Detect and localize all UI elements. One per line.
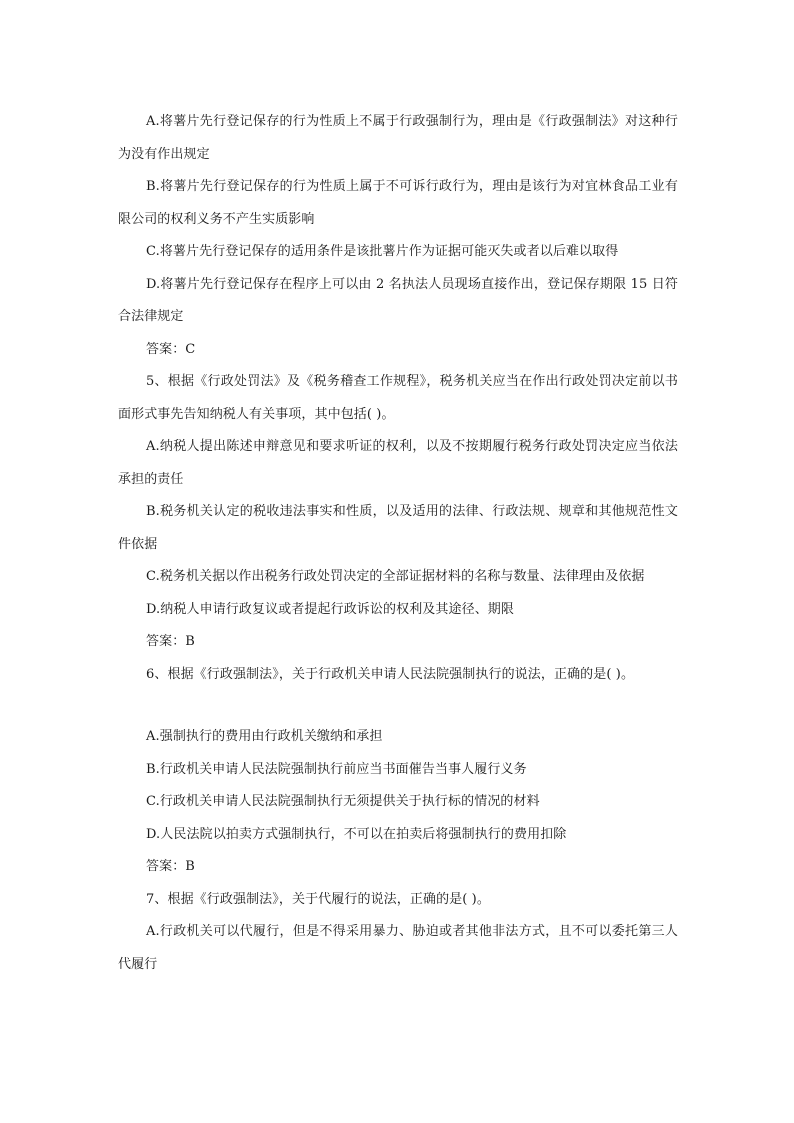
option-b-q5: B.税务机关认定的税收违法事实和性质，以及适用的法律、行政法规、规章和其他规范性文件依据 [118,504,678,552]
option-a-q5: A.纳税人提出陈述申辩意见和要求听证的权利，以及不按期履行税务行政处罚决定应当依法承担的责任 [118,439,678,487]
option-c-q6: C.行政机关申请人民法院强制执行无须提供关于执行标的情况的材料 [146,794,540,809]
option-a-q7: A.行政机关可以代履行，但是不得采用暴力、胁迫或者其他非法方式，且不可以委托第三人代履行 [118,924,678,972]
option-c-q4: C.将薯片先行登记保存的适用条件是该批薯片作为证据可能灭失或者以后难以取得 [146,244,619,259]
question-7: 7、根据《行政强制法》，关于代履行的说法，正确的是( )。 [146,891,490,907]
question-5: 5、根据《行政处罚法》及《税务稽查工作规程》，税务机关应当在作出行政处罚决定前以书面形式事先告知纳税人有关事项，其中包括( )。 [118,374,678,422]
option-b-q6: B.行政机关申请人民法院强制执行前应当书面催告当事人履行义务 [146,761,527,777]
option-b-q4: B.将薯片先行登记保存的行为性质上属于不可诉行政行为，理由是该行为对宜林食品工业有限公司的权利义务不产生实质影响 [118,179,678,227]
answer-q4: 答案：C [146,341,196,357]
option-c-q5: C.税务机关据以作出税务行政处罚决定的全部证据材料的名称与数量、法律理由及依据 [146,569,645,584]
answer-q6: 答案：B [146,859,195,874]
answer-q5: 答案：B [146,634,195,649]
option-d-q4: D.将薯片先行登记保存在程序上可以由 2 名执法人员现场直接作出，登记保存期限 15 日符合法律规定 [118,276,678,324]
question-6: 6、根据《行政强制法》，关于行政机关申请人民法院强制执行的说法，正确的是( )。 [146,666,635,682]
option-d-q5: D.纳税人申请行政复议或者提起行政诉讼的权利及其途径、期限 [146,601,514,617]
option-a-q6: A.强制执行的费用由行政机关缴纳和承担 [146,729,383,744]
document-body [118,106,678,981]
option-d-q6: D.人民法院以拍卖方式强制执行，不可以在拍卖后将强制执行的费用扣除 [146,826,567,842]
option-a-q4: A.将薯片先行登记保存的行为性质上不属于行政强制行为，理由是《行政强制法》对这种行为没有作出规定 [118,114,678,162]
